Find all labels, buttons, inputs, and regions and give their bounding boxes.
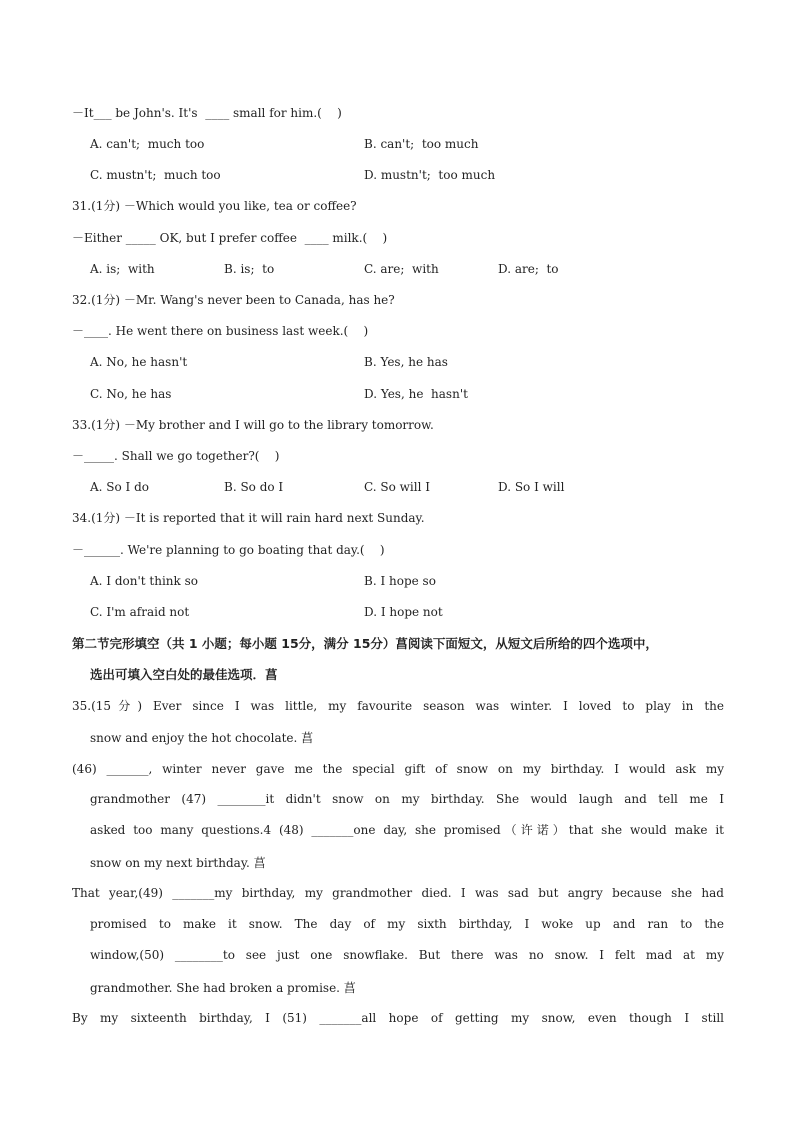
q31-response: －Either _____ OK, but I prefer coffee ____ milk.( ) — [72, 231, 388, 245]
q33-stem: 33.(1分) －My brother and I will go to the library tomorrow. — [72, 418, 434, 432]
passage-line: window,(50) ________to see just one snowflake. But there was no snow. I felt mad at my — [90, 948, 724, 962]
q31-option-a: A. is; with — [90, 262, 155, 276]
q31-option-c: C. are; with — [364, 262, 439, 276]
q32-option-d: D. Yes, he hasn't — [364, 387, 468, 401]
q33-option-a: A. So I do — [90, 480, 150, 494]
q34-option-b: B. I hope so — [364, 574, 436, 588]
passage-line: snow and enjoy the hot chocolate. 菖 — [90, 731, 314, 745]
passage-line: 35.(15分) Ever since I was little, my favourite season was winter. I loved to play in the — [72, 699, 724, 713]
q32-option-c: C. No, he has — [90, 387, 172, 401]
q31-option-d: D. are; to — [498, 262, 559, 276]
q30-option-d: D. mustn't; too much — [364, 168, 496, 182]
q34-option-a: A. I don't think so — [90, 574, 199, 588]
q30-option-c: C. mustn't; much too — [90, 168, 221, 182]
q32-option-b: B. Yes, he has — [364, 355, 448, 369]
passage-line: grandmother (47) ________it didn't snow on my birthday. She would laugh and tell me I — [90, 792, 724, 806]
q32-stem: 32.(1分) －Mr. Wang's never been to Canada, has he? — [72, 293, 395, 307]
q32-response: －____. He went there on business last week.( ) — [72, 324, 369, 338]
passage-line: (46) _______, winter never gave me the special gift of snow on my birthday. I would ask my — [72, 762, 724, 776]
q34-response: －______. We're planning to go boating that day.( ) — [72, 543, 385, 557]
q31-stem: 31.(1分) －Which would you like, tea or coffee? — [72, 199, 357, 213]
passage-line: That year,(49) _______my birthday, my grandmother died. I was sad but angry because she had — [72, 886, 724, 900]
section-heading: 第二节完形填空（共 1 小题；每小题 15分，满分 15分）菖阅读下面短文，从短文后所给的四个选项中， — [72, 636, 658, 651]
q33-option-d: D. So I will — [498, 480, 565, 494]
passage-line: By my sixteenth birthday, I (51) _______all hope of getting my snow, even though I still — [72, 1011, 724, 1025]
q30-stem: －It___ be John's. It's ____ small for him.( ) — [72, 106, 342, 120]
q31-option-b: B. is; to — [224, 262, 275, 276]
q33-option-b: B. So do I — [224, 480, 284, 494]
passage-line: asked too many questions.4 (48) _______one day, she promised（许诺）that she would make it — [90, 823, 724, 837]
passage-line: grandmother. She had broken a promise. 菖 — [90, 981, 356, 995]
q34-stem: 34.(1分) －It is reported that it will rain hard next Sunday. — [72, 511, 425, 525]
passage-line: promised to make it snow. The day of my sixth birthday, I woke up and ran to the — [90, 917, 724, 931]
q34-option-c: C. I'm afraid not — [90, 605, 190, 619]
passage-line: snow on my next birthday. 菖 — [90, 856, 266, 870]
section-heading-cont: 选出可填入空白处的最佳选项．菖 — [90, 667, 278, 682]
q34-option-d: D. I hope not — [364, 605, 443, 619]
q32-option-a: A. No, he hasn't — [90, 355, 188, 369]
q30-option-b: B. can't; too much — [364, 137, 479, 151]
q33-response: －_____. Shall we go together?( ) — [72, 449, 280, 463]
q33-option-c: C. So will I — [364, 480, 430, 494]
q30-option-a: A. can't; much too — [90, 137, 205, 151]
